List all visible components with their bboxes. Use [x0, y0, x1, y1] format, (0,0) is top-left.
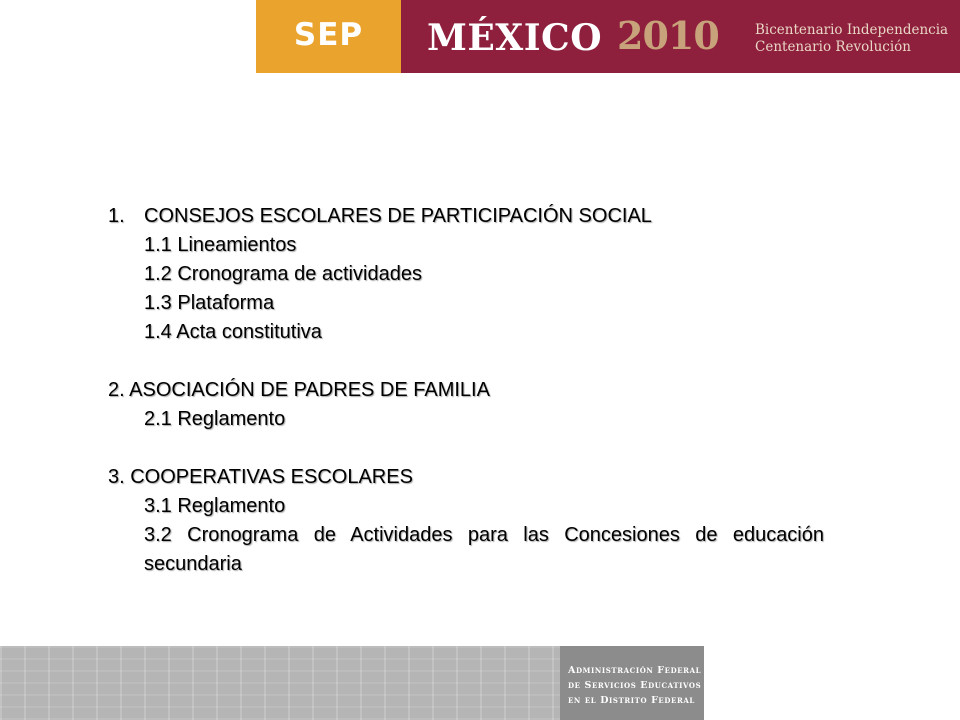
- list-item: 2.1 Reglamento: [144, 408, 286, 430]
- footer-line-1: Administración Federal: [568, 665, 702, 676]
- list-item: 3.1 Reglamento: [144, 495, 286, 517]
- mexico-2010-logo: [401, 0, 960, 73]
- spacer: [108, 434, 824, 463]
- spacer: [108, 347, 824, 376]
- sep-label: SEP: [293, 17, 364, 53]
- footer-logo: [560, 646, 704, 720]
- bicentenario-caption: [755, 22, 948, 56]
- list-item: 1.4 Acta constitutiva: [144, 321, 322, 343]
- header-banner: [256, 0, 960, 73]
- footer-line-3: en el Distrito Federal: [568, 695, 695, 706]
- footer-caption: [568, 663, 701, 708]
- footer-line-2: de Servicios Educativos: [568, 680, 702, 691]
- list-item: 1.2 Cronograma de actividades: [144, 263, 422, 285]
- section-1-heading: [108, 202, 824, 231]
- section-1-title: CONSEJOS ESCOLARES DE PARTICIPACIÓN SOCIAL: [144, 205, 652, 227]
- list-item: 3.2 Cronograma de Actividades para las Concesiones de educación secundaria: [144, 524, 824, 575]
- year-label: 2010: [617, 13, 719, 58]
- section-2-title: 2. ASOCIACIÓN DE PADRES DE FAMILIA: [108, 379, 490, 401]
- list-item: 1.3 Plataforma: [144, 292, 275, 314]
- bicentenario-line-1: Bicentenario Independencia: [755, 22, 949, 38]
- sep-logo: [256, 0, 401, 73]
- section-1-number: 1.: [108, 205, 125, 227]
- section-3-title: 3. COOPERATIVAS ESCOLARES: [108, 466, 413, 488]
- footer-pattern-strip: [0, 646, 704, 720]
- list-item: 1.1 Lineamientos: [144, 234, 297, 256]
- mexico-label: MÉXICO: [427, 17, 603, 59]
- topic-list: [108, 202, 824, 579]
- bicentenario-line-2: Centenario Revolución: [755, 39, 911, 55]
